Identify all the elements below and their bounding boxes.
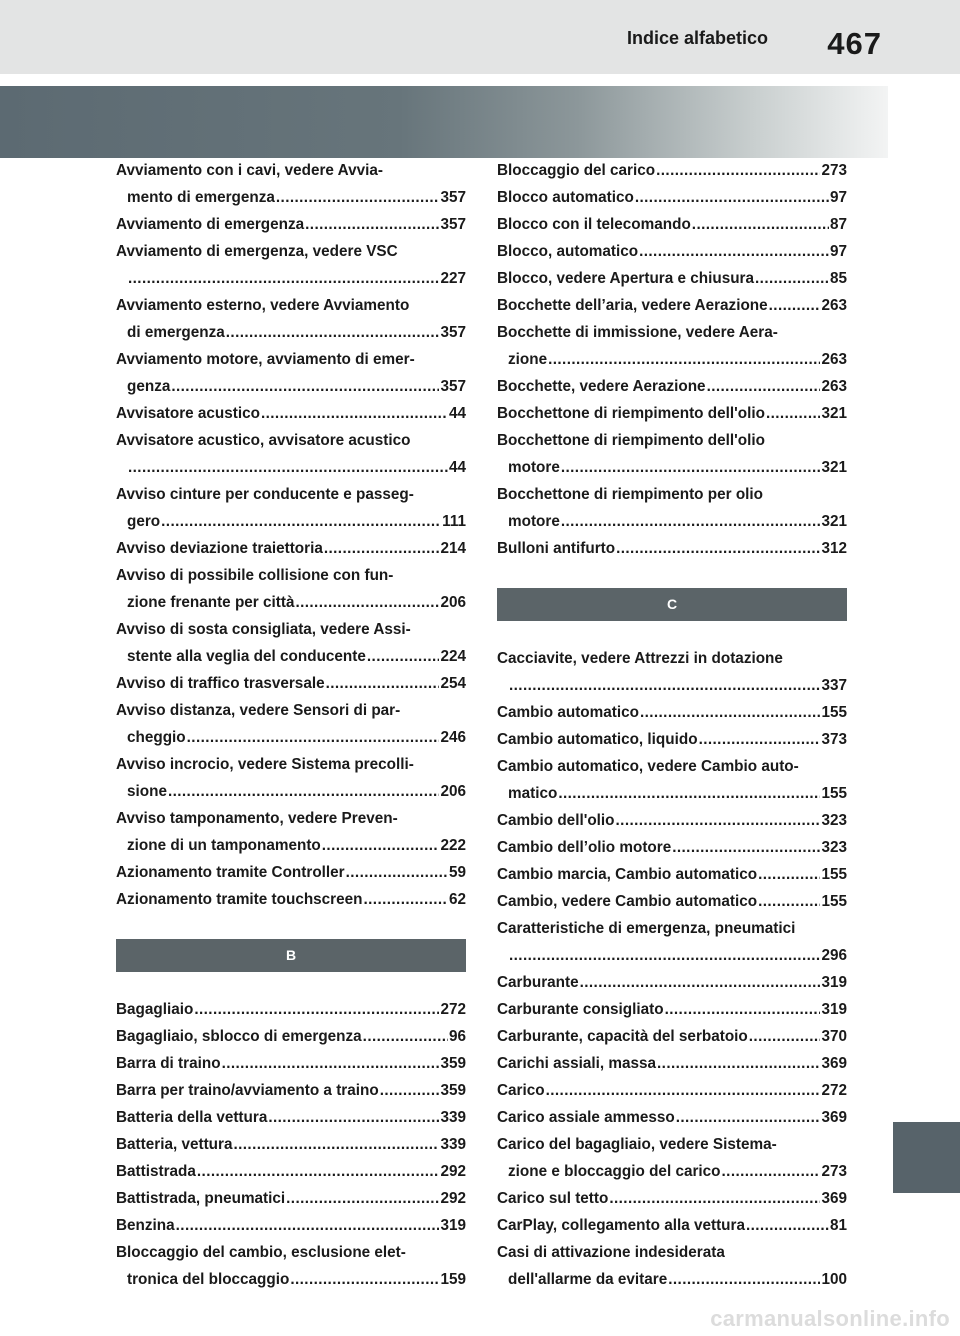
entry-page-number: 296: [821, 947, 847, 964]
entry-term: Avviso incrocio, vedere Sistema precolli-: [116, 756, 414, 773]
dot-leader: [656, 157, 820, 184]
dot-leader: [295, 589, 439, 616]
entry-page-number: 273: [821, 162, 847, 179]
entry-page-number: 321: [821, 459, 847, 476]
dot-leader: [766, 400, 821, 427]
index-entry: [116, 427, 466, 481]
index-entry: [497, 373, 847, 400]
entry-term-continuation: motore: [508, 459, 560, 476]
index-entry: [497, 211, 847, 238]
entry-term: Blocco automatico: [497, 189, 634, 206]
dot-leader: [128, 265, 439, 292]
entry-term: Cambio automatico, vedere Cambio auto-: [497, 758, 799, 775]
entry-page-number: 369: [821, 1055, 847, 1072]
index-entry: [497, 1131, 847, 1185]
dot-leader: [635, 184, 829, 211]
dot-leader: [676, 1104, 821, 1131]
dot-leader: [692, 211, 829, 238]
index-entry: [497, 184, 847, 211]
entry-term: Barra di traino: [116, 1055, 221, 1072]
index-entry: [116, 1023, 466, 1050]
entry-term: Bocchettone di riempimento dell'olio: [497, 432, 765, 449]
index-entry: [116, 400, 466, 427]
entry-page-number: 155: [821, 866, 847, 883]
entry-page-number: 96: [448, 1028, 466, 1045]
dot-leader: [380, 1077, 440, 1104]
entry-page-number: 159: [440, 1271, 466, 1288]
dot-leader: [161, 508, 441, 535]
dot-leader: [616, 535, 820, 562]
entry-term-continuation: tronica del bloccaggio: [127, 1271, 290, 1288]
entry-term: Batteria, vettura: [116, 1136, 233, 1153]
entry-page-number: 373: [821, 731, 847, 748]
index-entry: [497, 1023, 847, 1050]
section-title: Indice alfabetico: [626, 28, 768, 48]
index-entry: [116, 211, 466, 238]
page-number: 467: [827, 26, 882, 61]
dot-leader: [176, 1212, 440, 1239]
dot-leader: [672, 834, 820, 861]
dot-leader: [222, 1050, 440, 1077]
index-column-right: [497, 157, 847, 1293]
dot-leader: [290, 1266, 439, 1293]
entry-term-continuation: dell'allarme da evitare: [508, 1271, 668, 1288]
entry-page-number: 357: [440, 324, 466, 341]
entry-term: Cambio automatico: [497, 704, 639, 721]
entry-term: Carico sul tetto: [497, 1190, 609, 1207]
entry-term: Cambio dell'olio: [497, 812, 615, 829]
entry-term-continuation: stente alla veglia del conducente: [127, 648, 366, 665]
index-entry: [497, 888, 847, 915]
dot-leader: [367, 643, 440, 670]
entry-term: Avviso deviazione traiettoria: [116, 540, 323, 557]
index-letter-header: C: [497, 588, 847, 621]
entry-term-continuation: mento di emergenza: [127, 189, 275, 206]
index-entry: [497, 319, 847, 373]
index-entry: [497, 481, 847, 535]
dot-leader: [326, 670, 440, 697]
entry-term: Cambio, vedere Cambio automatico: [497, 893, 758, 910]
entry-page-number: 254: [440, 675, 466, 692]
entry-term: Bocchettone di riempimento per olio: [497, 486, 764, 503]
entry-term: Avviso cinture per conducente e passeg-: [116, 486, 414, 503]
dot-leader: [324, 535, 440, 562]
entry-term: Battistrada: [116, 1163, 196, 1180]
index-entry: [497, 1239, 847, 1293]
dot-leader: [558, 780, 820, 807]
entry-page-number: 111: [442, 513, 466, 530]
entry-page-number: 85: [829, 270, 847, 287]
entry-term: Benzina: [116, 1217, 175, 1234]
entry-term: Carico del bagagliaio, vedere Sistema-: [497, 1136, 777, 1153]
index-entry: [497, 915, 847, 969]
entry-page-number: 319: [821, 974, 847, 991]
entry-page-number: 359: [440, 1082, 466, 1099]
entry-page-number: 312: [821, 540, 847, 557]
dot-leader: [286, 1185, 439, 1212]
index-entry: [116, 1104, 466, 1131]
entry-page-number: 87: [829, 216, 847, 233]
index-entry: [116, 562, 466, 616]
dot-leader: [561, 508, 821, 535]
index-entry: [497, 1104, 847, 1131]
entry-page-number: 321: [821, 405, 847, 422]
entry-term: Avviso tamponamento, vedere Preven-: [116, 810, 398, 827]
entry-term: Avviamento con i cavi, vedere Avvia-: [116, 162, 383, 179]
dot-leader: [261, 400, 448, 427]
index-entry: [497, 807, 847, 834]
entry-term: Bocchettone di riempimento dell'olio: [497, 405, 765, 422]
entry-term: Bocchette dell’aria, vedere Aerazione: [497, 297, 768, 314]
entry-term: Carico: [497, 1082, 545, 1099]
index-entry: [497, 535, 847, 562]
index-entry: [116, 616, 466, 670]
dot-leader: [699, 726, 821, 753]
index-entry: [116, 157, 466, 211]
entry-term: Avviso distanza, vedere Sensori di par-: [116, 702, 401, 719]
dot-leader: [657, 1050, 820, 1077]
entry-term: Carburante consigliato: [497, 1001, 664, 1018]
index-entry: [497, 427, 847, 481]
entry-page-number: 263: [821, 351, 847, 368]
dot-leader: [226, 319, 440, 346]
index-entry: [497, 1077, 847, 1104]
entry-page-number: 357: [440, 216, 466, 233]
entry-page-number: 292: [440, 1190, 466, 1207]
entry-term-continuation: motore: [508, 513, 560, 530]
dot-leader: [268, 1104, 439, 1131]
index-entry: [497, 969, 847, 996]
index-entry: [497, 753, 847, 807]
entry-term-continuation: zione di un tamponamento: [127, 837, 321, 854]
index-entry: [116, 1158, 466, 1185]
entry-term: Bulloni antifurto: [497, 540, 616, 557]
dot-leader: [749, 1023, 821, 1050]
dot-leader: [639, 238, 829, 265]
dot-leader: [758, 888, 820, 915]
entry-page-number: 359: [440, 1055, 466, 1072]
entry-page-number: 370: [821, 1028, 847, 1045]
entry-term-continuation: sione: [127, 783, 167, 800]
dot-leader: [548, 346, 820, 373]
entry-term: Bocchette, vedere Aerazione: [497, 378, 706, 395]
index-entry: [116, 1212, 466, 1239]
entry-term: Batteria della vettura: [116, 1109, 268, 1126]
dot-leader: [546, 1077, 821, 1104]
entry-term-continuation: di emergenza: [127, 324, 225, 341]
entry-term: Bloccaggio del cambio, esclusione elet-: [116, 1244, 406, 1261]
dot-leader: [364, 886, 448, 913]
entry-page-number: 272: [821, 1082, 847, 1099]
dot-leader: [758, 861, 820, 888]
dot-leader: [233, 1131, 439, 1158]
entry-term: Avviso di traffico trasversale: [116, 675, 325, 692]
dot-leader: [197, 1158, 440, 1185]
dot-leader: [346, 859, 448, 886]
index-entry: [116, 1050, 466, 1077]
entry-page-number: 357: [440, 189, 466, 206]
dot-leader: [707, 373, 821, 400]
index-entry: [116, 1239, 466, 1293]
index-entry: [497, 996, 847, 1023]
entry-page-number: 214: [440, 540, 466, 557]
index-entry: [116, 751, 466, 805]
entry-term: Avviamento di emergenza, vedere VSC: [116, 243, 398, 260]
entry-term: Azionamento tramite Controller: [116, 864, 345, 881]
index-entry: [497, 265, 847, 292]
entry-page-number: 44: [448, 405, 466, 422]
index-entry: [497, 861, 847, 888]
entry-page-number: 97: [829, 189, 847, 206]
entry-page-number: 155: [821, 893, 847, 910]
index-entry: [116, 886, 466, 913]
entry-term: Azionamento tramite touchscreen: [116, 891, 363, 908]
entry-page-number: 272: [440, 1001, 466, 1018]
index-entry: [497, 645, 847, 699]
entry-page-number: 339: [440, 1109, 466, 1126]
index-entry: [497, 157, 847, 184]
entry-term: Blocco con il telecomando: [497, 216, 691, 233]
dot-leader: [769, 292, 821, 319]
entry-term: Cacciavite, vedere Attrezzi in dotazione: [497, 650, 783, 667]
entry-page-number: 206: [440, 594, 466, 611]
entry-page-number: 263: [821, 378, 847, 395]
watermark: carmanualsonline.info: [710, 1306, 950, 1331]
index-entry: [116, 292, 466, 346]
index-entry: [497, 726, 847, 753]
entry-page-number: 62: [448, 891, 466, 908]
entry-page-number: 369: [821, 1109, 847, 1126]
dot-leader: [609, 1185, 820, 1212]
entry-term: Avviso di sosta consigliata, vedere Assi-: [116, 621, 411, 638]
entry-page-number: 319: [440, 1217, 466, 1234]
entry-term: Blocco, automatico: [497, 243, 639, 260]
index-entry: [497, 292, 847, 319]
entry-term: Avvisatore acustico: [116, 405, 260, 422]
dot-leader: [305, 211, 439, 238]
page-header: [0, 0, 960, 74]
index-column-left: [116, 157, 466, 1293]
entry-term: Carburante: [497, 974, 579, 991]
index-entry: [497, 834, 847, 861]
dot-leader: [187, 724, 440, 751]
index-entry: [116, 805, 466, 859]
entry-page-number: 97: [829, 243, 847, 260]
entry-page-number: 155: [821, 785, 847, 802]
chapter-thumb-tab: [893, 1122, 960, 1193]
dot-leader: [616, 807, 821, 834]
entry-term: Bloccaggio del carico: [497, 162, 656, 179]
index-entry: [116, 697, 466, 751]
entry-term-continuation: genza: [127, 378, 171, 395]
index-entry: [497, 238, 847, 265]
entry-page-number: 369: [821, 1190, 847, 1207]
entry-page-number: 292: [440, 1163, 466, 1180]
entry-page-number: 227: [440, 270, 466, 287]
entry-term: Avviamento motore, avviamento di emer-: [116, 351, 415, 368]
entry-term-continuation: matico: [508, 785, 558, 802]
index-entry: [497, 1050, 847, 1077]
index-entry: [116, 1077, 466, 1104]
entry-term: Carichi assiali, massa: [497, 1055, 657, 1072]
index-entry: [116, 996, 466, 1023]
index-entry: [497, 1185, 847, 1212]
dot-leader: [722, 1158, 821, 1185]
entry-term-continuation: zione e bloccaggio del carico: [508, 1163, 721, 1180]
entry-page-number: 357: [440, 378, 466, 395]
entry-page-number: 273: [821, 1163, 847, 1180]
entry-term: Bagagliaio, sblocco di emergenza: [116, 1028, 362, 1045]
entry-page-number: 323: [821, 839, 847, 856]
dot-leader: [580, 969, 821, 996]
entry-page-number: 337: [821, 677, 847, 694]
index-entry: [116, 859, 466, 886]
index-entry: [116, 346, 466, 400]
dot-leader: [276, 184, 440, 211]
entry-term: CarPlay, collegamento alla vettura: [497, 1217, 745, 1234]
dot-leader: [665, 996, 821, 1023]
entry-term: Casi di attivazione indesiderata: [497, 1244, 725, 1261]
entry-term-continuation: gero: [127, 513, 161, 530]
index-entry: [497, 1212, 847, 1239]
entry-term: Avviamento esterno, vedere Avviamento: [116, 297, 410, 314]
entry-page-number: 321: [821, 513, 847, 530]
entry-term: Battistrada, pneumatici: [116, 1190, 286, 1207]
dot-leader: [128, 454, 448, 481]
index-entry: [116, 670, 466, 697]
entry-page-number: 319: [821, 1001, 847, 1018]
entry-page-number: 44: [448, 459, 466, 476]
entry-page-number: 224: [440, 648, 466, 665]
entry-term: Cambio marcia, Cambio automatico: [497, 866, 758, 883]
dot-leader: [194, 996, 439, 1023]
dot-leader: [168, 778, 440, 805]
entry-term: Cambio automatico, liquido: [497, 731, 698, 748]
entry-term: Bocchette di immissione, vedere Aera-: [497, 324, 778, 341]
header-gradient-band: [0, 86, 888, 158]
entry-term-continuation: zione frenante per città: [127, 594, 295, 611]
entry-term: Carburante, capacità del serbatoio: [497, 1028, 748, 1045]
index-entry: [116, 535, 466, 562]
index-entry: [497, 400, 847, 427]
dot-leader: [668, 1266, 820, 1293]
dot-leader: [640, 699, 821, 726]
entry-term: Avviso di possibile collisione con fun-: [116, 567, 394, 584]
dot-leader: [171, 373, 439, 400]
dot-leader: [322, 832, 440, 859]
index-entry: [116, 1131, 466, 1158]
entry-page-number: 263: [821, 297, 847, 314]
entry-term-continuation: zione: [508, 351, 548, 368]
entry-page-number: 222: [440, 837, 466, 854]
dot-leader: [755, 265, 829, 292]
entry-page-number: 246: [440, 729, 466, 746]
entry-term: Avvisatore acustico, avvisatore acustico: [116, 432, 411, 449]
dot-leader: [363, 1023, 448, 1050]
entry-term: Blocco, vedere Apertura e chiusura: [497, 270, 755, 287]
entry-term-continuation: cheggio: [127, 729, 186, 746]
entry-page-number: 339: [440, 1136, 466, 1153]
entry-page-number: 323: [821, 812, 847, 829]
entry-page-number: 81: [829, 1217, 847, 1234]
entry-term: Caratteristiche di emergenza, pneumatici: [497, 920, 796, 937]
entry-page-number: 59: [448, 864, 466, 881]
index-entry: [116, 481, 466, 535]
entry-page-number: 155: [821, 704, 847, 721]
entry-page-number: 100: [821, 1271, 847, 1288]
index-entry: [116, 238, 466, 292]
dot-leader: [746, 1212, 829, 1239]
entry-term: Avviamento di emergenza: [116, 216, 305, 233]
index-entry: [497, 699, 847, 726]
entry-page-number: 206: [440, 783, 466, 800]
dot-leader: [509, 942, 820, 969]
index-entry: [116, 1185, 466, 1212]
entry-term: Cambio dell’olio motore: [497, 839, 672, 856]
entry-term: Carico assiale ammesso: [497, 1109, 675, 1126]
entry-term: Barra per traino/avviamento a traino: [116, 1082, 379, 1099]
dot-leader: [509, 672, 820, 699]
index-letter-header: B: [116, 939, 466, 972]
dot-leader: [561, 454, 821, 481]
entry-term: Bagagliaio: [116, 1001, 194, 1018]
